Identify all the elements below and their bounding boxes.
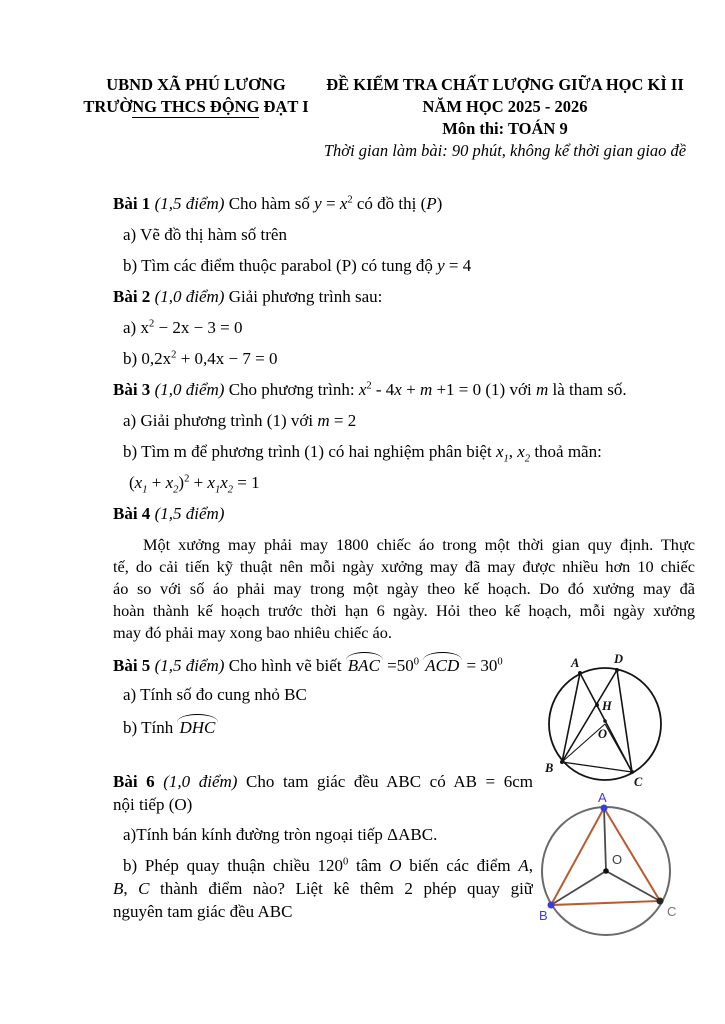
label-C: C	[634, 775, 643, 789]
bai4-line: may đó phải may xong bao nhiêu chiếc áo.	[113, 623, 392, 642]
bai1-item-a: a) Vẽ đồ thị hàm số trên	[123, 225, 287, 244]
subject-line: Môn thi: TOÁN 9	[442, 119, 568, 138]
bai4-line: hoàn thành kế hoạch trước thời hạn 6 ngày. Hỏi theo kế hoạch, mỗi ngày xưởng	[113, 601, 695, 620]
bai4-line: Một xưởng may phải may 1800 chiếc áo trong một thời gian quy định. Thực	[143, 535, 695, 554]
point-O	[603, 868, 609, 874]
bai4-line: áo so với số áo phải may trong một ngày theo kế hoạch. Do đó xưởng may đã	[113, 579, 695, 598]
bai4-heading: Bài 4 (1,5 điểm)	[113, 504, 225, 523]
point-C	[657, 898, 664, 905]
school-name-underlined: NG THCS ĐỘNG	[132, 97, 260, 116]
school-name: TRƯỜNG THCS ĐỘNG ĐẠT I	[83, 97, 309, 116]
bai4-paragraph	[113, 534, 695, 644]
label-B: B	[539, 908, 548, 923]
bai6-section	[113, 770, 533, 923]
bai6-b-line2: B, C thành điểm nào? Liệt kê thêm 2 phép quay giữ	[113, 879, 533, 898]
label-C: C	[667, 904, 677, 919]
bai6-heading-line1: Bài 6 (1,0 điểm) Cho tam giác đều ABC có AB = 6cm	[113, 772, 533, 791]
bai3-item-a: a) Giải phương trình (1) với m = 2	[123, 411, 357, 430]
exam-title: ĐỀ KIỂM TRA CHẤT LƯỢNG GIỮA HỌC KÌ II	[326, 75, 684, 94]
bai5-item-a: a) Tính số đo cung nhỏ BC	[123, 685, 307, 704]
bai2-item-b: b) $0,2x^2 + 0,4x - 7 = 0$	[123, 349, 278, 368]
bai2-item-a: a) $x^2 - 2x - 3 = 0$	[123, 318, 243, 337]
point-B	[548, 902, 555, 909]
point-B	[560, 760, 564, 764]
bai6-b-line3: nguyên tam giác đều ABC	[113, 902, 293, 921]
point-A	[578, 671, 582, 675]
bai6-item-a: a)Tính bán kính đường tròn ngoại tiếp ΔABC.	[123, 825, 438, 844]
point-A	[601, 805, 608, 812]
header-exam-block	[292, 74, 718, 162]
bai1-heading: Bài 1 (1,5 điểm) Cho hàm số $y = x^2$ có đồ thị (P)	[113, 194, 443, 213]
bai3-item-b: b) Tìm m để phương trình (1) có hai nghiệm phân biệt $x_1$, $x_2$ thoả mãn:	[123, 442, 602, 465]
bai5-item-b: b) Tính DHC	[113, 715, 695, 737]
label-H: H	[602, 699, 612, 713]
figure-inscribed-triangle	[536, 792, 698, 955]
label-A: A	[571, 656, 580, 670]
radius-OA	[604, 808, 606, 871]
figure-circle-chords	[543, 650, 693, 795]
chord-BD	[562, 670, 617, 762]
bai1-item-b: b) Tìm các điểm thuộc parabol (P) có tung độ y = 4	[123, 256, 472, 275]
bai6-item-b	[113, 854, 533, 923]
bai6-heading-line2: nội tiếp (O)	[113, 795, 193, 814]
school-year: NĂM HỌC 2025 - 2026	[422, 97, 588, 116]
label-O: O	[612, 852, 623, 867]
point-C	[630, 770, 634, 774]
inscribed-triangle-drawing	[536, 792, 698, 950]
bai5-heading: Bài 5 (1,5 điểm) Cho hình vẽ biết BAC $=50^0$ ACD = $30^0$	[113, 653, 695, 675]
bai2-heading: Bài 2 (1,0 điểm) Giải phương trình sau:	[113, 287, 383, 306]
point-O	[603, 719, 607, 723]
point-D	[615, 668, 619, 672]
circle-chords-drawing	[543, 650, 693, 790]
label-A: A	[598, 792, 607, 805]
duration-line: Thời gian làm bài: 90 phút, không kể thời gian giao đề	[323, 141, 687, 160]
label-D: D	[614, 652, 624, 666]
bai6-b-line1: b) Phép quay thuận chiều $120^0$ tâm O biến các điểm A,	[123, 856, 533, 875]
label-B: B	[545, 761, 554, 775]
bai3-heading: Bài 3 (1,0 điểm) Cho phương trình: $x^2 - 4x + m +1 = 0$ (1) với m là tham số.	[113, 380, 627, 399]
bai4-line: tế, do cải tiến kỹ thuật nên mỗi ngày xưởng may đã may được nhiều hơn 10 chiếc	[113, 557, 695, 576]
label-O: O	[598, 727, 608, 741]
point-H	[595, 703, 599, 707]
school-authority: UBND XÃ PHÚ LƯƠNG	[106, 75, 286, 94]
bai3-equation: $(x_1 + x_2)^2 + x_1x_2 = 1$	[129, 473, 260, 496]
